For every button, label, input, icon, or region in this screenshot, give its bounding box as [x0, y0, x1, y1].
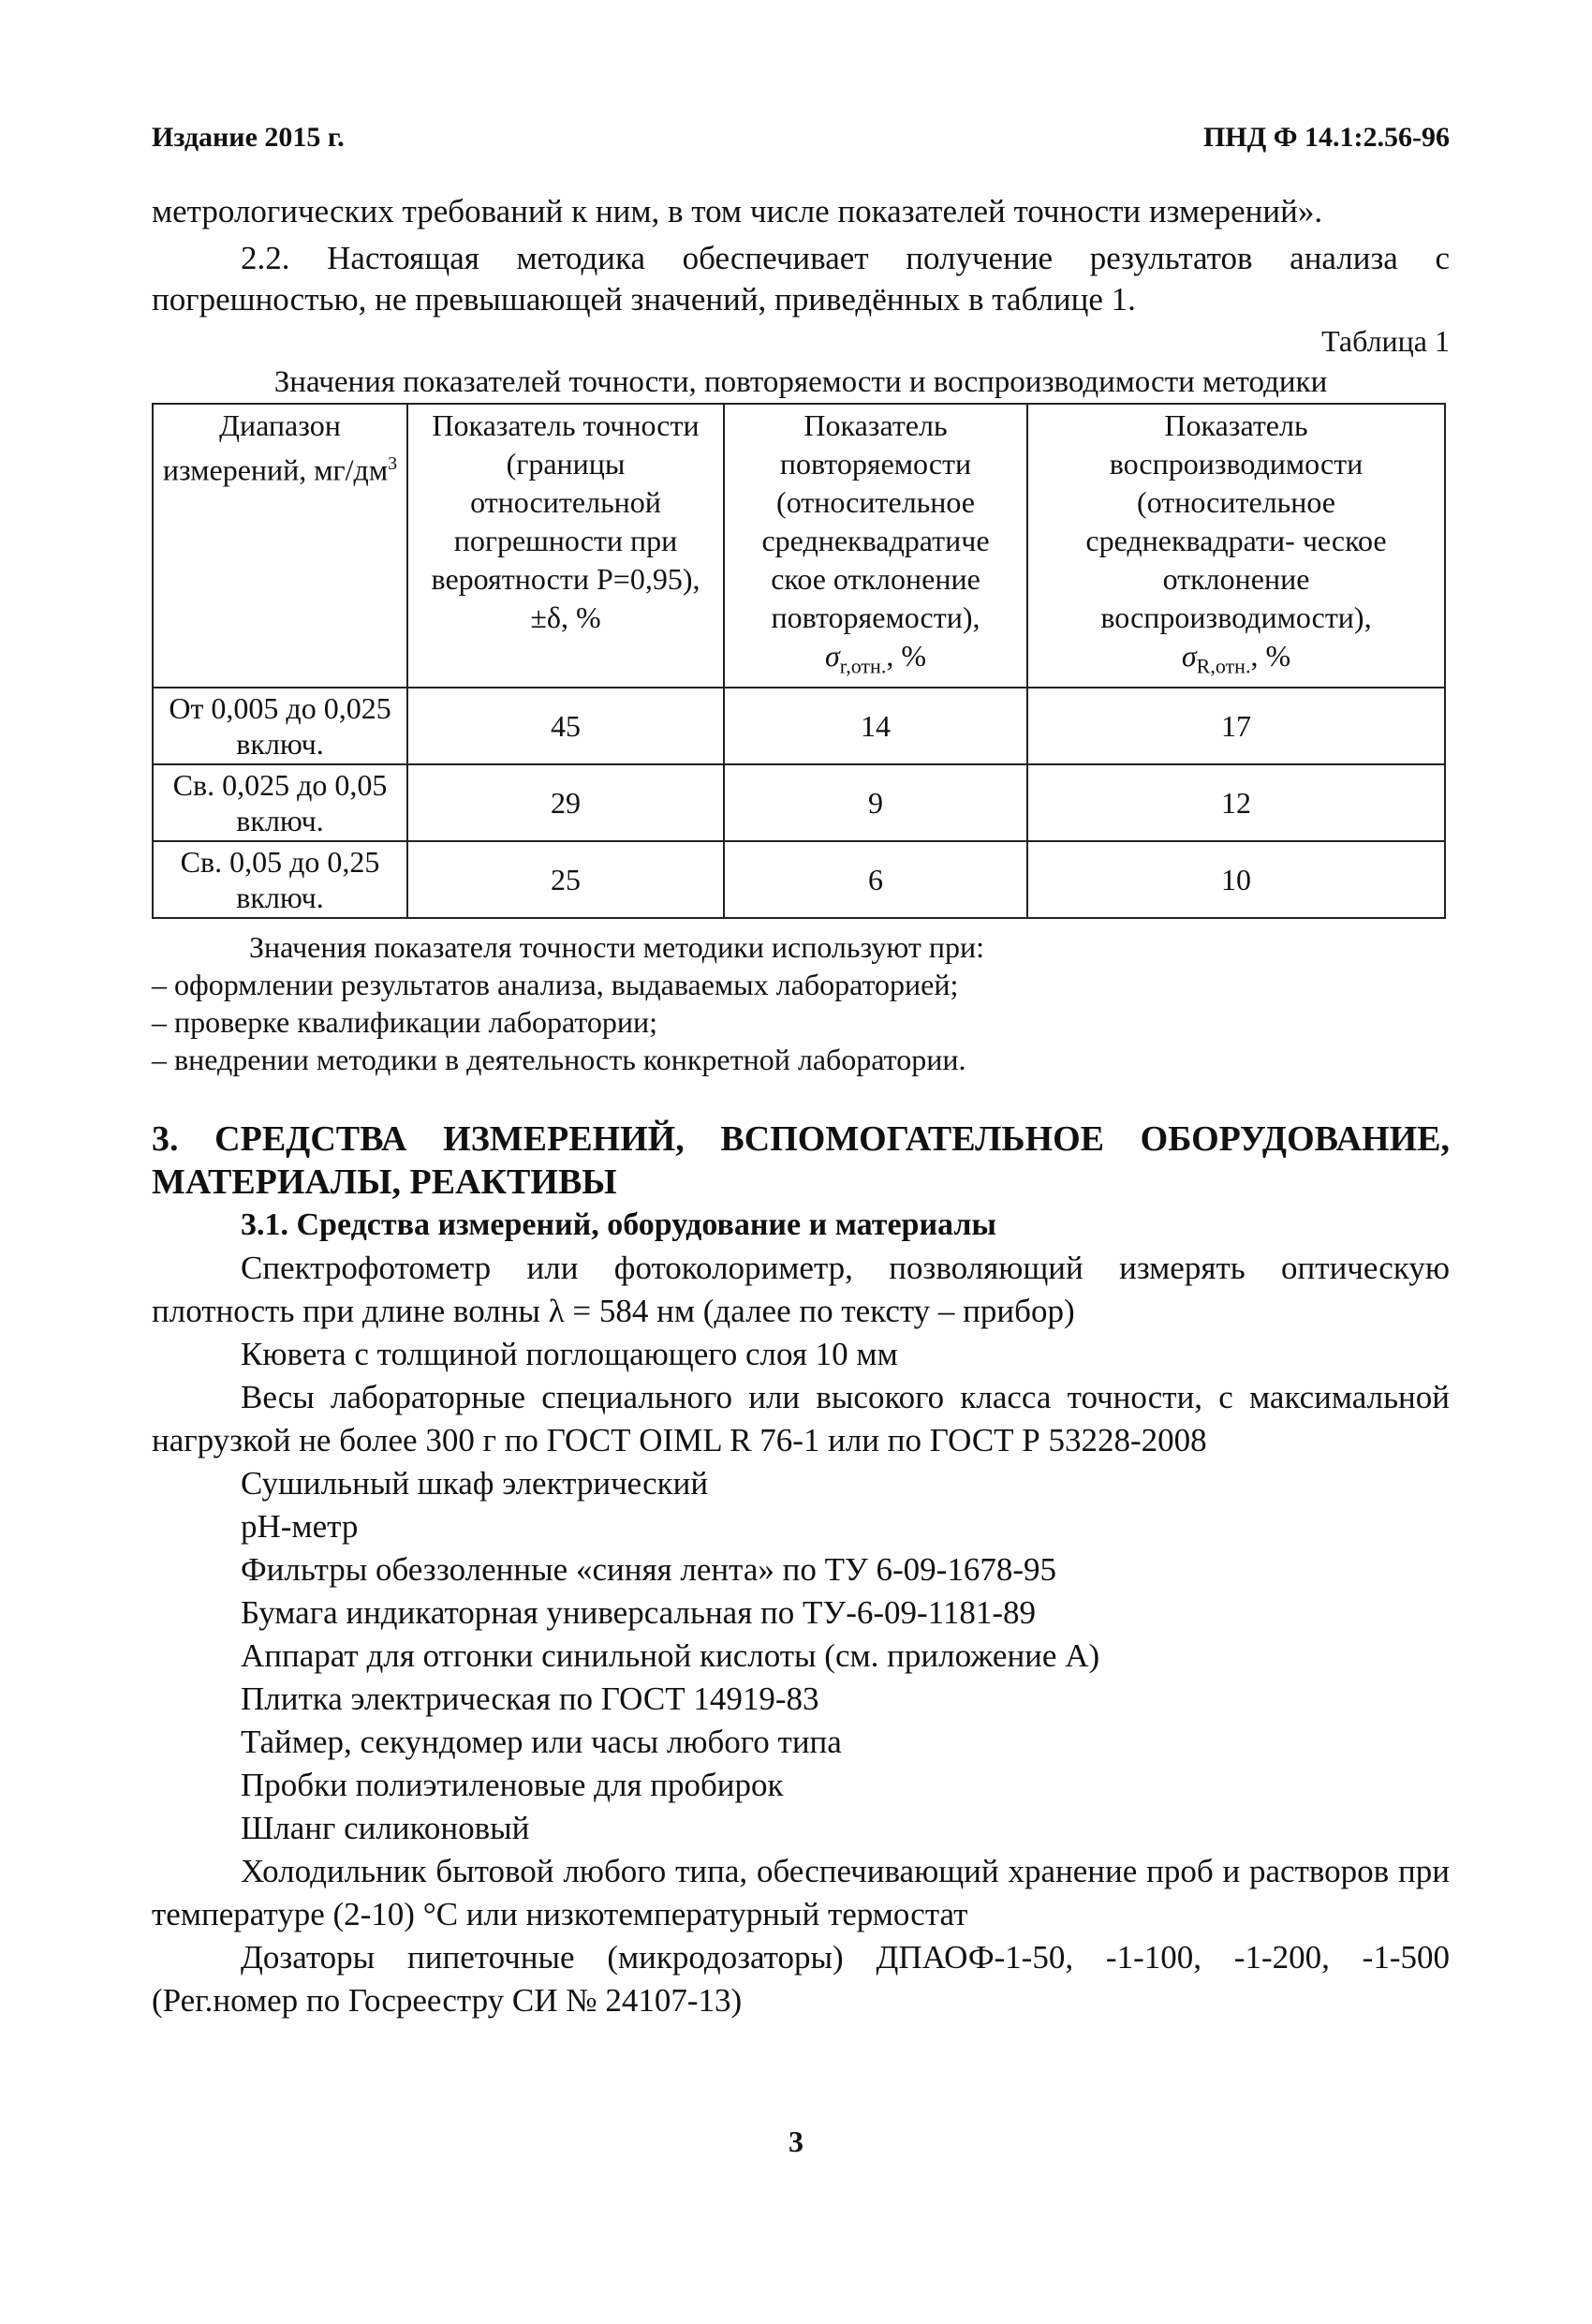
range-cell: От 0,005 до 0,025 включ. [153, 688, 407, 764]
document-page [152, 122, 1450, 2022]
accuracy-cell: 25 [407, 841, 724, 918]
accuracy-cell: 45 [407, 688, 724, 764]
equipment-item: Кювета с толщиной поглощающего слоя 10 мм [241, 1336, 898, 1373]
equipment-item: pH-метр [241, 1508, 359, 1546]
section-3-title: 3. СРЕДСТВА ИЗМЕРЕНИЙ, ВСПОМОГАТЕЛЬНОЕ ОБОРУДОВАНИЕ, МАТЕРИАЛЫ, РЕАКТИВЫ [152, 1119, 1450, 1203]
repeatability-cell: 9 [724, 764, 1027, 841]
section-3-1-title: 3.1. Средства измерений, оборудование и материалы [241, 1207, 996, 1243]
header-reproducibility: Показатель воспроизводимости (относительное среднеквадрати- ческое отклонение воспроизводимости), $\sigma_{R,отн.}$, % [1027, 404, 1445, 688]
page-header [152, 122, 1450, 154]
table-label: Таблица 1 [1321, 324, 1450, 358]
equipment-item: Плитка электрическая по ГОСТ 14919-83 [241, 1680, 819, 1718]
table-header-row [153, 404, 1445, 688]
reproducibility-cell: 10 [1027, 841, 1445, 918]
repeatability-cell: 6 [724, 841, 1027, 918]
header-repeatability: Показатель повторяемости (относительное среднеквадратиче ское отклонение повторяемости), $\sigma_{r,отн.}$, % [724, 404, 1027, 688]
accuracy-cell: 29 [407, 764, 724, 841]
paragraph-metrological: метрологических требований к ним, в том числе показателей точности измерений». [152, 193, 1323, 229]
equipment-item: Бумага индикаторная универсальная по ТУ-6-09-1181-89 [241, 1594, 1037, 1632]
table-row [153, 688, 1445, 764]
usage-item: – проверке квалификации лаборатории; [152, 1005, 658, 1040]
table-row [153, 764, 1445, 841]
accuracy-table [152, 403, 1446, 919]
equipment-item: Пробки полиэтиленовые для пробирок [241, 1767, 784, 1804]
reproducibility-cell: 17 [1027, 688, 1445, 764]
equipment-item: Весы лабораторные специального или высокого класса точности, с максимальной нагрузкой не более 300 г по ГОСТ OIML R 76-1 или по ГОСТ Р 53228-2008 [152, 1379, 1450, 1459]
reproducibility-cell: 12 [1027, 764, 1445, 841]
equipment-item: Спектрофотометр или фотоколориметр, позволяющий измерять оптическую плотность при длине волны λ = 584 нм (далее по тексту – прибор) [152, 1250, 1450, 1330]
table-row [153, 841, 1445, 918]
equipment-item: Аппарат для отгонки синильной кислоты (см. приложение А) [241, 1637, 1100, 1675]
page-number: 3 [789, 2124, 803, 2158]
equipment-item: Дозаторы пипеточные (микродозаторы) ДПАОФ-1-50, -1-100, -1-200, -1-500 (Рег.номер по Госреестру СИ № 24107-13) [152, 1939, 1450, 2020]
usage-item: – оформлении результатов анализа, выдаваемых лабораторией; [152, 968, 959, 1002]
header-range: Диапазон измерений, $мг/дм^3$ [153, 404, 407, 688]
equipment-item: Сушильный шкаф электрический [241, 1465, 709, 1502]
usage-item: – внедрении методики в деятельность конкретной лаборатории. [152, 1043, 966, 1077]
edition-label: Издание 2015 г. [152, 122, 345, 153]
equipment-item: Холодильник бытовой любого типа, обеспечивающий хранение проб и растворов при температуре (2-10) °С или низкотемпературный термостат [152, 1853, 1450, 1933]
document-code: ПНД Ф 14.1:2.56-96 [1202, 122, 1450, 153]
paragraph-2-2: 2.2. Настоящая методика обеспечивает получение результатов анализа с погрешностью, не превышающей значений, приведённых в таблице 1. [152, 240, 1450, 318]
repeatability-cell: 14 [724, 688, 1027, 764]
range-cell: Св. 0,05 до 0,25 включ. [153, 841, 407, 918]
equipment-item: Таймер, секундомер или часы любого типа [241, 1724, 842, 1761]
table-caption: Значения показателей точности, повторяемости и воспроизводимости методики [273, 365, 1328, 399]
usage-intro: Значения показателя точности методики используют при: [249, 930, 985, 965]
header-accuracy: Показатель точности (границы относительной погрешности при вероятности P=0,95), ±δ, % [407, 404, 724, 688]
equipment-item: Шланг силиконовый [241, 1810, 530, 1847]
equipment-item: Фильтры обеззоленные «синяя лента» по ТУ 6-09-1678-95 [241, 1551, 1056, 1589]
range-cell: Св. 0,025 до 0,05 включ. [153, 764, 407, 841]
